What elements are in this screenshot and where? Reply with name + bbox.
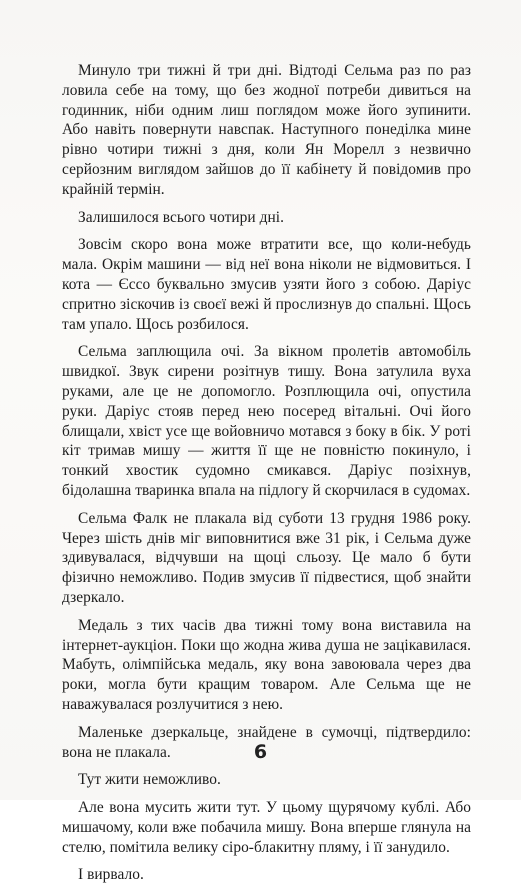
paragraph: Маленьке дзеркальце, знайдене в сумочці, підтвердило: вона не плакала. (62, 723, 471, 761)
paragraph: Залишилося всього чотири дні. (78, 208, 285, 226)
paragraph: Тут жити неможливо. (78, 771, 221, 789)
paragraph: Минуло три тижні й три дні. Відтоді Сельма раз по раз ловила себе на тому, що без жодної потреби дивиться на годинник, ніби одним лиш поглядом може його зупинити. Або навіть повернути навспак. Наступного понеділка мине рівно чотири тижні з дня, коли Ян Морелл з незвично серйозним виглядом зайшов до її кабінету й повідомив про крайній термін. (62, 62, 471, 198)
paragraph: Сельма Фалк не плакала від суботи 13 грудня 1986 року. Через шість днів міг виповнитися вже 31 рік, і Сельма дуже здивувалася, відчувши на щоці сльозу. Це мало б бути фізично неможливо. Подив змусив її підвестися, щоб знайти дзеркало. (62, 509, 471, 606)
page-number: 6 (253, 741, 268, 763)
paragraph: Зовсім скоро вона може втратити все, що коли-небудь мала. Окрім машини — від неї вона ніколи не відмовиться. І кота — Єссо буквально змусив узяти його з собою. Даріус спритно зіскочив із своєї вежі й прослизнув до спальні. Щось там упало. Щось розбилося. (62, 236, 471, 333)
body-text (62, 61, 471, 893)
paragraph: Медаль з тих часів два тижні тому вона виставила на інтернет-аукціон. Поки що жодна жива душа не зацікавилася. Мабуть, олімпійська медаль, яку вона завоювала через два роки, могла бути кращим товаром. Але Сельма ще не наважувалася розлучитися з нею. (62, 616, 471, 713)
paragraph: Сельма заплющила очі. За вікном пролетів автомобіль швидкої. Звук сирени розітнув тишу. Вона затулила вуха руками, але це не допомогло. Розплющила очі, опустила руки. Даріус стояв перед нею посеред вітальні. Очі його блищали, хвіст усе ще войовничо мотався з боку в бік. У роті кіт тримав мишу — життя її ще не повністю покинуло, і тонкий хвостик судомно смикався. Даріус позіхнув, бідолашна тваринка впала на підлогу й скорчилася в судомах. (62, 343, 471, 499)
paragraph: І вирвало. (78, 866, 144, 884)
paragraph: Але вона мусить жити тут. У цьому щурячому кублі. Або мишачому, коли вже побачила мишу. Вона вперше глянула на стелю, помітила велику сіро-блакитну пляму, і її занудило. (62, 799, 471, 856)
